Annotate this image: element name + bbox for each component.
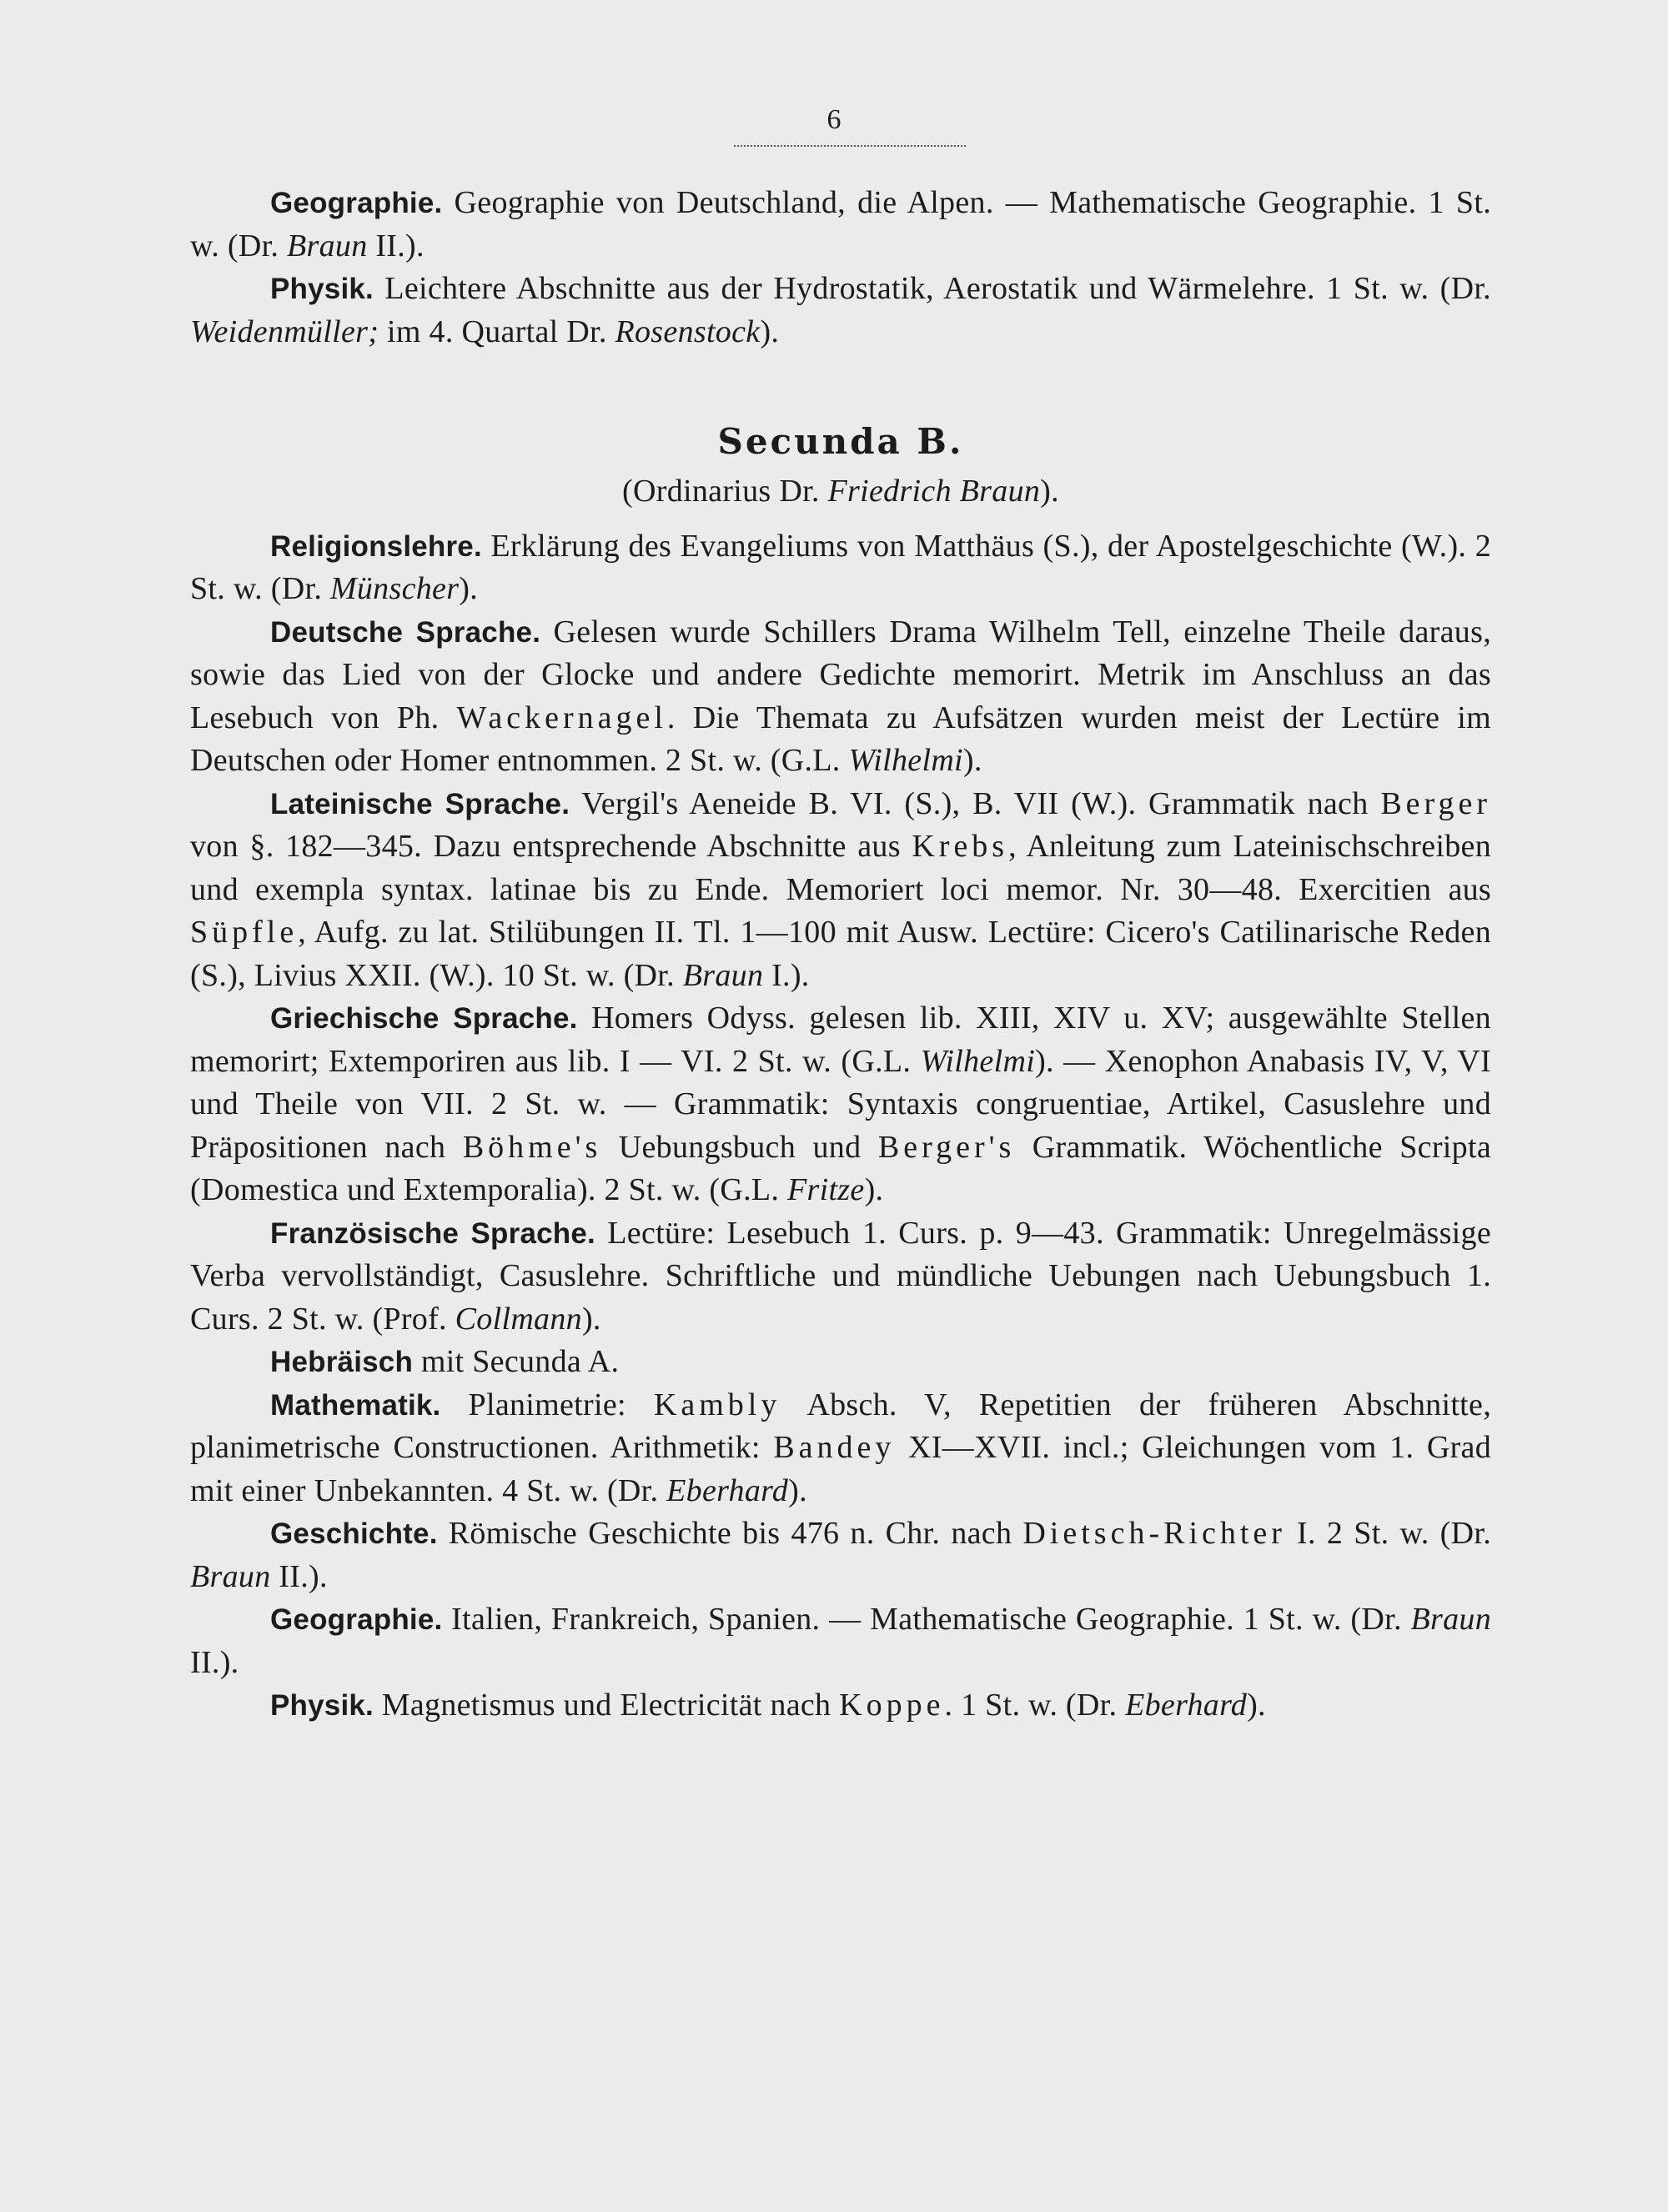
subject-paragraph: [190, 1212, 1491, 1342]
intro-paragraph: [190, 182, 1491, 268]
subject-paragraph: [190, 1512, 1491, 1598]
person-name: Münscher: [329, 571, 460, 606]
intro-paragraph: [190, 268, 1491, 354]
body-text: Gelesen wurde Schillers Drama Wilhelm Tell, einzelne Theile daraus, sowie das Lied von der Glocke und andere Gedichte memorirt. Metrik im Anschluss an das Lesebuch von Ph.: [190, 614, 1491, 735]
person-name: Collmann: [455, 1301, 582, 1337]
body-text: Homers Odyss. gelesen lib. XIII, XIV u. XV; ausgewählte Stellen memorirt; Extemporiren aus lib. I — VI. 2 St. w. (G.L.: [190, 1001, 1491, 1079]
body-text: ).: [788, 1472, 807, 1508]
subject-heading: Französische Sprache.: [270, 1216, 595, 1250]
subject-heading: Hebräisch: [270, 1346, 414, 1378]
spaced-name: Dietsch-Richter: [1022, 1516, 1286, 1551]
body-text: Grammatik. Wöchentliche Scripta (Domestica und Extemporalia). 2 St. w. (G.L.: [190, 1129, 1491, 1207]
text-column: [190, 182, 1491, 1728]
subject-paragraph: [190, 997, 1491, 1212]
body-text: Geographie von Deutschland, die Alpen. — Mathematische Geographie. 1 St. w. (Dr.: [190, 185, 1491, 263]
spaced-name: Bandey: [773, 1430, 896, 1465]
subtitle-name: Friedrich Braun: [827, 474, 1041, 509]
subject-heading: Griechische Sprache.: [270, 1002, 578, 1035]
body-text: im 4. Quartal Dr.: [379, 313, 615, 349]
header-rule: [734, 145, 966, 147]
subject-heading: Mathematik.: [270, 1388, 441, 1422]
person-name: Braun: [287, 228, 368, 263]
subject-paragraph: [190, 1384, 1491, 1513]
body-text: ).: [1247, 1688, 1266, 1723]
subject-paragraph: [190, 1598, 1491, 1684]
body-text: . Die Themata zu Aufsätzen wurden meist der Lectüre im Deutschen oder Homer entnommen. 2 St. w. (G.L.: [190, 700, 1491, 778]
body-text: Planimetrie:: [440, 1387, 654, 1422]
person-name: Wilhelmi: [920, 1043, 1036, 1079]
subject-heading: Geschichte.: [270, 1517, 438, 1550]
subject-paragraph: [190, 611, 1491, 783]
body-text: II.).: [190, 1644, 239, 1680]
body-text: Erklärung des Evangeliums von Matthäus (S.), der Apostelgeschichte (W.). 2 St. w. (Dr.: [190, 528, 1491, 606]
subject-paragraph: [190, 1684, 1491, 1728]
body-text: II.).: [367, 228, 425, 263]
spaced-name: Kambly: [653, 1387, 781, 1422]
person-name: Rosenstock: [615, 313, 761, 349]
body-text: ). — Xenophon Anabasis IV, V, VI und Theile von VII. 2 St. w. — Grammatik: Syntaxis congruentiae, Artikel, Casuslehre und Präpositionen nach: [190, 1043, 1491, 1165]
subject-heading: Geographie.: [270, 1603, 443, 1636]
body-text: . 1 St. w. (Dr.: [944, 1688, 1126, 1723]
body-text: ).: [459, 571, 479, 606]
subtitle-suffix: ).: [1040, 474, 1059, 509]
page-number: 6: [826, 104, 842, 135]
body-text: von §. 182—345. Dazu entsprechende Abschnitte aus: [190, 829, 912, 864]
body-text: Magnetismus und Electricität nach: [373, 1688, 840, 1723]
body-text: ).: [962, 743, 982, 778]
person-name: Weidenmüller;: [190, 313, 379, 349]
spaced-name: Koppe: [839, 1688, 945, 1723]
intro-heading: Geographie.: [270, 187, 443, 219]
person-name: Braun: [1410, 1602, 1491, 1637]
body-text: , Aufg. zu lat. Stilübungen II. Tl. 1—100 mit Ausw. Lectüre: Cicero's Catilinarische Reden (S.), Livius XXII. (W.). 10 St. w. (Dr.: [190, 915, 1491, 993]
body-text: Lectüre: Lesebuch 1. Curs. p. 9—43. Grammatik: Unregelmässige Verba vervollständigt, Casuslehre. Schriftliche und mündliche Uebungen nach Uebungsbuch 1. Curs. 2 St. w. (Prof.: [190, 1215, 1491, 1337]
body-text: I.).: [763, 957, 810, 993]
subject-paragraph: [190, 525, 1491, 611]
spaced-name: Böhme's: [462, 1129, 602, 1165]
subject-paragraph: [190, 1341, 1491, 1384]
person-name: Wilhelmi: [848, 743, 963, 778]
person-name: Braun: [682, 957, 764, 993]
body-text: mit Secunda A.: [413, 1344, 620, 1379]
spaced-name: Berger's: [877, 1129, 1016, 1165]
body-text: XI—XVII. incl.; Gleichungen vom 1. Grad mit einer Unbekannten. 4 St. w. (Dr.: [190, 1430, 1491, 1508]
person-name: Braun: [190, 1558, 271, 1594]
spaced-name: Berger: [1380, 785, 1492, 821]
body-text: , Anleitung zum Lateinischschreiben und exempla syntax. latinae bis zu Ende. Memoriert loci memor. Nr. 30—48. Exercitien aus: [190, 829, 1491, 907]
spaced-name: Süpfle: [190, 915, 299, 950]
person-name: Fritze: [786, 1172, 865, 1207]
body-text: ).: [581, 1301, 601, 1337]
body-text: II.).: [270, 1558, 328, 1594]
intro-heading: Physik.: [270, 273, 374, 305]
subject-heading: Physik.: [270, 1689, 374, 1722]
person-name: Eberhard: [666, 1472, 789, 1508]
section-subtitle: [190, 470, 1491, 514]
body-text: Uebungsbuch und: [601, 1129, 878, 1165]
body-text: Vergil's Aeneide B. VI. (S.), B. VII (W.). Grammatik nach: [570, 785, 1381, 821]
body-text: Römische Geschichte bis 476 n. Chr. nach: [437, 1516, 1023, 1551]
body-text: Absch. V, Repetitien der früheren Abschnitte, planimetrische Constructionen. Arithmetik:: [190, 1387, 1491, 1465]
section-title: Secunda B.: [717, 421, 964, 462]
intro-paragraphs: [190, 182, 1491, 354]
spaced-name: Wackernagel: [456, 700, 667, 735]
body-text: Italien, Frankreich, Spanien. — Mathematische Geographie. 1 St. w. (Dr.: [442, 1602, 1411, 1637]
subject-heading: Deutsche Sprache.: [270, 615, 541, 649]
subject-heading: Lateinische Sprache.: [270, 787, 570, 820]
person-name: Eberhard: [1125, 1688, 1248, 1723]
body-text: I. 2 St. w. (Dr.: [1285, 1516, 1491, 1551]
body-text: ).: [864, 1172, 884, 1207]
subject-paragraphs: [190, 525, 1491, 1728]
body-text: Leichtere Abschnitte aus der Hydrostatik, Aerostatik und Wärmelehre. 1 St. w. (Dr.: [373, 271, 1491, 306]
subtitle-prefix: (Ordinarius Dr.: [622, 474, 828, 509]
subject-heading: Religionslehre.: [270, 529, 482, 563]
spaced-name: Krebs: [912, 829, 1009, 864]
body-text: ).: [760, 313, 780, 349]
subject-paragraph: [190, 783, 1491, 998]
